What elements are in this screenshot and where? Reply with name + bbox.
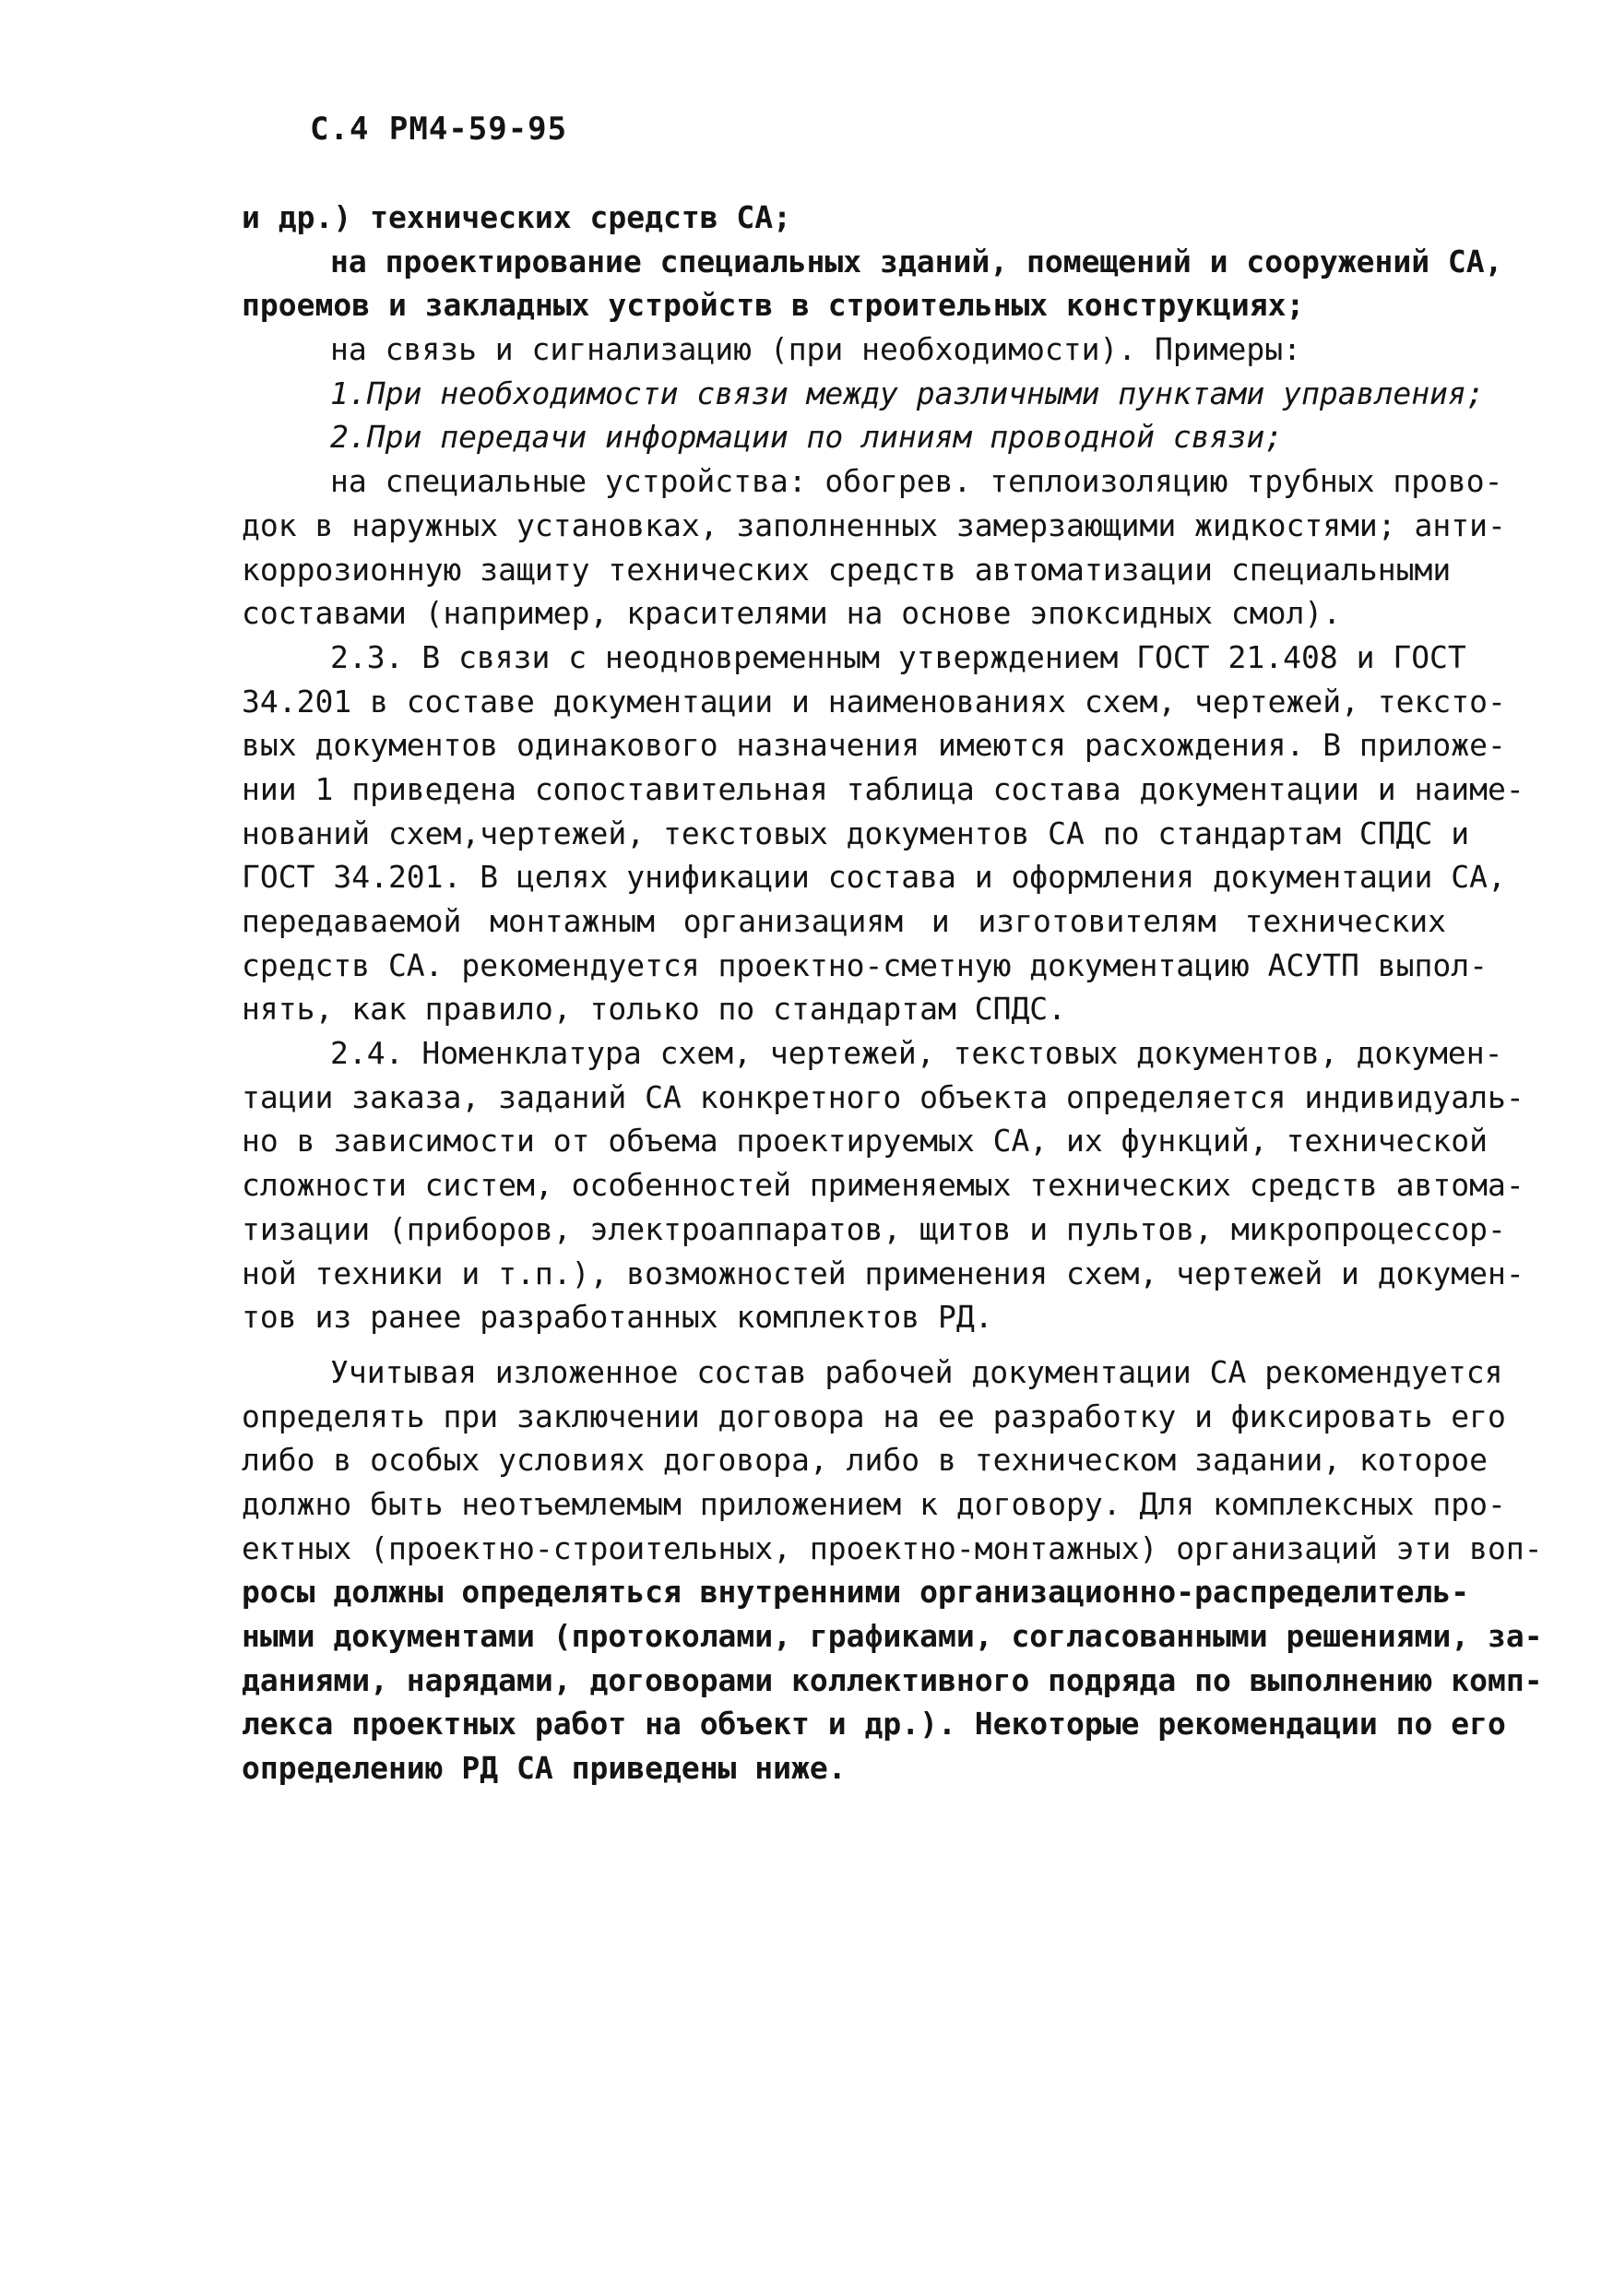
text-line: и др.) технических средств СА; [242, 199, 792, 235]
text-line: сложности систем, особенностей применяемых технических средств автома- [242, 1167, 1524, 1204]
text-line: должно быть неотъемлемым приложением к договору. Для комплексных про- [242, 1485, 1506, 1522]
text-line: определять при заключении договора на ее разработку и фиксировать его [242, 1398, 1506, 1434]
text-line: нять, как правило, только по стандартам СПДС. [242, 991, 1067, 1028]
text-line: 2.4. Номенклатура схем, чертежей, текстовых документов, докумен- [330, 1035, 1503, 1072]
text-line: 2.3. В связи с неодновременным утверждением ГОСТ 21.408 и ГОСТ [330, 638, 1466, 675]
text-line: 34.201 в составе документации и наименованиях схем, чертежей, тексто- [242, 683, 1506, 720]
text-line: ными документами (протоколами, графиками, согласованными решениями, за- [242, 1618, 1543, 1654]
text-line: 2.При передачи информации по линиям проводной связи; [330, 419, 1284, 456]
text-line: на специальные устройства: обогрев. теплоизоляцию трубных прово- [330, 463, 1503, 500]
text-line: лекса проектных работ на объект и др.). Некоторые рекомендации по его [242, 1706, 1506, 1743]
text-line: тизации (приборов, электроаппаратов, щитов и пультов, микропроцессор- [242, 1210, 1506, 1247]
text-line: росы должны определяться внутренними организационно-распределитель- [242, 1574, 1470, 1611]
text-line: определению РД СА приведены ниже. [242, 1750, 847, 1787]
text-line: ГОСТ 34.201. В целях унификации состава и оформления документации СА, [242, 859, 1506, 896]
text-line: док в наружных установках, заполненных замерзающими жидкостями; анти- [242, 506, 1506, 543]
paragraph-gap [242, 1339, 1446, 1350]
text-line: на связь и сигнализацию (при необходимости). Примеры: [330, 331, 1301, 368]
text-line: тации заказа, заданий СА конкретного объекта определяется индивидуаль- [242, 1078, 1524, 1115]
text-line: но в зависимости от объема проектируемых СА, их функций, технической [242, 1123, 1488, 1160]
text-line: ектных (проектно-строительных, проектно-монтажных) организаций эти воп- [242, 1529, 1543, 1566]
text-line: на проектирование специальных зданий, помещений и сооружений СА, [330, 243, 1503, 280]
text-line: передаваемой монтажным организациям и изготовителям технических [242, 903, 1446, 939]
text-line: нии 1 приведена сопоставительная таблица состава документации и наиме- [242, 770, 1524, 807]
text-line: ной техники и т.п.), возможностей применения схем, чертежей и докумен- [242, 1255, 1524, 1291]
text-line: средств СА. рекомендуется проектно-сметную документацию АСУТП выпол- [242, 946, 1488, 983]
text-line: тов из ранее разработанных комплектов РД. [242, 1299, 993, 1336]
text-line: даниями, нарядами, договорами коллективного подряда по выполнению комп- [242, 1661, 1543, 1698]
text-line: Учитывая изложенное состав рабочей документации СА рекомендуется [330, 1353, 1503, 1390]
text-line: нований схем,чертежей, текстовых документов СА по стандартам СПДС и [242, 815, 1470, 851]
body-text [242, 196, 1543, 1790]
text-line: проемов и закладных устройств в строительных конструкциях; [242, 287, 1305, 324]
text-line: либо в особых условиях договора, либо в техническом задании, которое [242, 1442, 1488, 1479]
page-header: С.4 РМ4-59-95 [310, 111, 568, 148]
text-line: 1.При необходимости связи между различными пунктами управления; [330, 375, 1485, 411]
text-line: составами (например, красителями на основе эпоксидных смол). [242, 595, 1342, 632]
text-line: вых документов одинакового назначения имеются расхождения. В приложе- [242, 727, 1506, 764]
text-line: коррозионную защиту технических средств автоматизации специальными [242, 551, 1452, 588]
